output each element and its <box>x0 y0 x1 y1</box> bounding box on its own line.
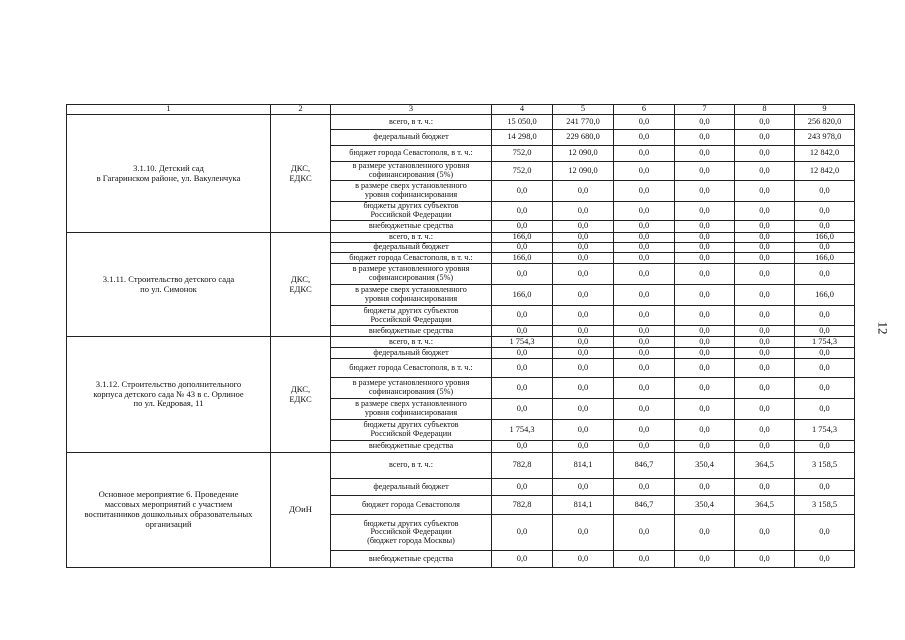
amount-cell: 0,0 <box>795 326 855 337</box>
column-number: 8 <box>735 105 795 115</box>
amount-cell: 0,0 <box>735 162 795 181</box>
amount-cell: 0,0 <box>735 202 795 221</box>
amount-cell: 0,0 <box>675 243 735 253</box>
amount-cell: 0,0 <box>675 233 735 243</box>
amount-cell: 0,0 <box>492 399 553 420</box>
amount-cell: 0,0 <box>614 243 675 253</box>
funding-source: в размере сверх установленного уровня софинансирования <box>331 285 492 306</box>
funding-source: всего, в т. ч.: <box>331 115 492 130</box>
funding-source: внебюджетные средства <box>331 551 492 568</box>
amount-cell: 0,0 <box>735 221 795 233</box>
responsible-org: ДКС, ЕДКС <box>271 115 331 233</box>
amount-cell: 0,0 <box>553 348 614 359</box>
funding-source: внебюджетные средства <box>331 326 492 337</box>
amount-cell: 0,0 <box>492 515 553 551</box>
amount-cell: 0,0 <box>492 326 553 337</box>
amount-cell: 0,0 <box>675 441 735 453</box>
amount-cell: 0,0 <box>675 162 735 181</box>
amount-cell: 0,0 <box>675 146 735 162</box>
amount-cell: 0,0 <box>795 221 855 233</box>
amount-cell: 243 978,0 <box>795 130 855 146</box>
amount-cell: 3 158,5 <box>795 496 855 515</box>
amount-cell: 0,0 <box>614 337 675 348</box>
column-number: 9 <box>795 105 855 115</box>
amount-cell: 0,0 <box>795 348 855 359</box>
funding-source: всего, в т. ч.: <box>331 337 492 348</box>
table-row <box>67 233 855 243</box>
amount-cell: 0,0 <box>675 221 735 233</box>
amount-cell: 0,0 <box>675 515 735 551</box>
amount-cell: 0,0 <box>553 243 614 253</box>
amount-cell: 0,0 <box>675 337 735 348</box>
amount-cell: 0,0 <box>675 399 735 420</box>
amount-cell: 0,0 <box>735 399 795 420</box>
amount-cell: 0,0 <box>735 348 795 359</box>
amount-cell: 0,0 <box>614 253 675 264</box>
amount-cell: 0,0 <box>735 306 795 326</box>
amount-cell: 12 842,0 <box>795 162 855 181</box>
funding-source: бюджет города Севастополя, в т. ч.: <box>331 146 492 162</box>
amount-cell: 0,0 <box>735 441 795 453</box>
amount-cell: 12 842,0 <box>795 146 855 162</box>
table-row <box>67 115 855 130</box>
amount-cell: 166,0 <box>795 233 855 243</box>
amount-cell: 0,0 <box>553 479 614 496</box>
amount-cell: 0,0 <box>553 202 614 221</box>
amount-cell: 0,0 <box>553 285 614 306</box>
amount-cell: 0,0 <box>795 551 855 568</box>
amount-cell: 0,0 <box>675 551 735 568</box>
amount-cell: 0,0 <box>795 306 855 326</box>
funding-source: в размере установленного уровня софинансирования (5%) <box>331 264 492 285</box>
amount-cell: 0,0 <box>553 378 614 399</box>
amount-cell: 0,0 <box>795 378 855 399</box>
amount-cell: 0,0 <box>735 551 795 568</box>
amount-cell: 0,0 <box>735 115 795 130</box>
amount-cell: 782,8 <box>492 496 553 515</box>
amount-cell: 0,0 <box>795 264 855 285</box>
amount-cell: 0,0 <box>735 146 795 162</box>
amount-cell: 1 754,3 <box>492 420 553 441</box>
amount-cell: 0,0 <box>614 130 675 146</box>
amount-cell: 1 754,3 <box>795 337 855 348</box>
funding-source: бюджеты других субъектов Российской Федерации (бюджет города Москвы) <box>331 515 492 551</box>
amount-cell: 0,0 <box>735 285 795 306</box>
funding-source: бюджеты других субъектов Российской Федерации <box>331 420 492 441</box>
amount-cell: 256 820,0 <box>795 115 855 130</box>
amount-cell: 0,0 <box>735 264 795 285</box>
amount-cell: 166,0 <box>492 233 553 243</box>
amount-cell: 0,0 <box>553 326 614 337</box>
column-number: 7 <box>675 105 735 115</box>
amount-cell: 0,0 <box>675 348 735 359</box>
amount-cell: 0,0 <box>675 115 735 130</box>
amount-cell: 0,0 <box>614 359 675 378</box>
amount-cell: 0,0 <box>492 378 553 399</box>
amount-cell: 0,0 <box>614 115 675 130</box>
column-number: 6 <box>614 105 675 115</box>
amount-cell: 0,0 <box>735 420 795 441</box>
amount-cell: 1 754,3 <box>492 337 553 348</box>
funding-source: бюджеты других субъектов Российской Федерации <box>331 202 492 221</box>
amount-cell: 0,0 <box>735 515 795 551</box>
funding-source: федеральный бюджет <box>331 243 492 253</box>
amount-cell: 0,0 <box>675 130 735 146</box>
amount-cell: 0,0 <box>735 130 795 146</box>
column-number-row <box>67 105 855 115</box>
amount-cell: 0,0 <box>735 181 795 202</box>
funding-source: в размере сверх установленного уровня софинансирования <box>331 181 492 202</box>
amount-cell: 0,0 <box>553 264 614 285</box>
amount-cell: 0,0 <box>614 181 675 202</box>
amount-cell: 0,0 <box>795 479 855 496</box>
column-number: 3 <box>331 105 492 115</box>
amount-cell: 0,0 <box>795 181 855 202</box>
amount-cell: 0,0 <box>553 337 614 348</box>
funding-source: бюджет города Севастополя <box>331 496 492 515</box>
amount-cell: 0,0 <box>795 441 855 453</box>
amount-cell: 0,0 <box>614 479 675 496</box>
amount-cell: 0,0 <box>614 399 675 420</box>
amount-cell: 0,0 <box>675 264 735 285</box>
amount-cell: 814,1 <box>553 453 614 479</box>
amount-cell: 14 298,0 <box>492 130 553 146</box>
amount-cell: 0,0 <box>614 348 675 359</box>
amount-cell: 0,0 <box>675 306 735 326</box>
amount-cell: 0,0 <box>735 243 795 253</box>
amount-cell: 3 158,5 <box>795 453 855 479</box>
table-row <box>67 337 855 348</box>
amount-cell: 0,0 <box>553 233 614 243</box>
amount-cell: 0,0 <box>614 551 675 568</box>
amount-cell: 0,0 <box>735 378 795 399</box>
amount-cell: 0,0 <box>675 326 735 337</box>
amount-cell: 15 050,0 <box>492 115 553 130</box>
amount-cell: 0,0 <box>614 202 675 221</box>
amount-cell: 0,0 <box>553 420 614 441</box>
amount-cell: 0,0 <box>675 253 735 264</box>
amount-cell: 0,0 <box>675 181 735 202</box>
amount-cell: 0,0 <box>492 306 553 326</box>
amount-cell: 0,0 <box>614 146 675 162</box>
funding-source: в размере установленного уровня софинансирования (5%) <box>331 378 492 399</box>
funding-source: в размере установленного уровня софинансирования (5%) <box>331 162 492 181</box>
responsible-org: ДОиН <box>271 453 331 568</box>
amount-cell: 0,0 <box>735 479 795 496</box>
column-number: 1 <box>67 105 271 115</box>
amount-cell: 0,0 <box>795 202 855 221</box>
amount-cell: 0,0 <box>614 306 675 326</box>
amount-cell: 0,0 <box>675 420 735 441</box>
amount-cell: 0,0 <box>553 221 614 233</box>
amount-cell: 0,0 <box>553 515 614 551</box>
amount-cell: 0,0 <box>553 399 614 420</box>
amount-cell: 752,0 <box>492 146 553 162</box>
amount-cell: 229 680,0 <box>553 130 614 146</box>
amount-cell: 0,0 <box>553 181 614 202</box>
amount-cell: 166,0 <box>492 285 553 306</box>
amount-cell: 0,0 <box>735 326 795 337</box>
amount-cell: 0,0 <box>735 233 795 243</box>
amount-cell: 782,8 <box>492 453 553 479</box>
amount-cell: 0,0 <box>492 359 553 378</box>
amount-cell: 0,0 <box>614 233 675 243</box>
amount-cell: 166,0 <box>492 253 553 264</box>
amount-cell: 0,0 <box>553 359 614 378</box>
funding-source: внебюджетные средства <box>331 221 492 233</box>
amount-cell: 752,0 <box>492 162 553 181</box>
responsible-org: ДКС, ЕДКС <box>271 233 331 337</box>
table-row <box>67 453 855 479</box>
amount-cell: 364,5 <box>735 496 795 515</box>
amount-cell: 364,5 <box>735 453 795 479</box>
amount-cell: 0,0 <box>795 359 855 378</box>
amount-cell: 166,0 <box>795 253 855 264</box>
amount-cell: 0,0 <box>675 359 735 378</box>
amount-cell: 0,0 <box>735 337 795 348</box>
amount-cell: 846,7 <box>614 453 675 479</box>
amount-cell: 0,0 <box>492 551 553 568</box>
amount-cell: 0,0 <box>614 441 675 453</box>
amount-cell: 0,0 <box>614 326 675 337</box>
table-body <box>67 115 855 568</box>
amount-cell: 166,0 <box>795 285 855 306</box>
amount-cell: 0,0 <box>614 285 675 306</box>
amount-cell: 0,0 <box>553 306 614 326</box>
amount-cell: 0,0 <box>553 441 614 453</box>
measure-name: 3.1.12. Строительство дополнительного корпуса детского сада № 43 в с. Орлиное по ул. Кедровая, 11 <box>67 337 271 453</box>
funding-source: всего, в т. ч.: <box>331 453 492 479</box>
amount-cell: 0,0 <box>492 221 553 233</box>
measure-name: Основное мероприятие 6. Проведение массовых мероприятий с участием воспитанников дошкольных образовательных организаций <box>67 453 271 568</box>
funding-source: федеральный бюджет <box>331 479 492 496</box>
measure-name: 3.1.11. Строительство детского сада по ул. Симонок <box>67 233 271 337</box>
amount-cell: 0,0 <box>614 420 675 441</box>
funding-source: бюджет города Севастополя, в т. ч.: <box>331 359 492 378</box>
amount-cell: 0,0 <box>675 479 735 496</box>
amount-cell: 0,0 <box>492 243 553 253</box>
amount-cell: 0,0 <box>553 253 614 264</box>
amount-cell: 0,0 <box>675 378 735 399</box>
amount-cell: 0,0 <box>492 202 553 221</box>
responsible-org: ДКС, ЕДКС <box>271 337 331 453</box>
amount-cell: 0,0 <box>614 221 675 233</box>
amount-cell: 0,0 <box>614 264 675 285</box>
amount-cell: 846,7 <box>614 496 675 515</box>
column-number: 5 <box>553 105 614 115</box>
funding-source: всего, в т. ч.: <box>331 233 492 243</box>
funding-source: в размере сверх установленного уровня софинансирования <box>331 399 492 420</box>
amount-cell: 12 090,0 <box>553 162 614 181</box>
budget-table <box>66 104 855 568</box>
column-number: 4 <box>492 105 553 115</box>
amount-cell: 0,0 <box>492 181 553 202</box>
amount-cell: 0,0 <box>735 359 795 378</box>
amount-cell: 0,0 <box>492 348 553 359</box>
amount-cell: 241 770,0 <box>553 115 614 130</box>
page-number: 12 <box>875 321 891 335</box>
amount-cell: 0,0 <box>735 253 795 264</box>
amount-cell: 0,0 <box>492 441 553 453</box>
amount-cell: 814,1 <box>553 496 614 515</box>
amount-cell: 12 090,0 <box>553 146 614 162</box>
amount-cell: 0,0 <box>795 243 855 253</box>
amount-cell: 0,0 <box>553 551 614 568</box>
funding-source: бюджет города Севастополя, в т. ч.: <box>331 253 492 264</box>
column-number: 2 <box>271 105 331 115</box>
amount-cell: 0,0 <box>795 515 855 551</box>
amount-cell: 0,0 <box>614 515 675 551</box>
funding-source: федеральный бюджет <box>331 348 492 359</box>
funding-source: внебюджетные средства <box>331 441 492 453</box>
funding-source: бюджеты других субъектов Российской Федерации <box>331 306 492 326</box>
amount-cell: 1 754,3 <box>795 420 855 441</box>
amount-cell: 0,0 <box>675 202 735 221</box>
amount-cell: 0,0 <box>614 378 675 399</box>
amount-cell: 0,0 <box>675 285 735 306</box>
amount-cell: 350,4 <box>675 496 735 515</box>
measure-name: 3.1.10. Детский сад в Гагаринском районе, ул. Вакуленчука <box>67 115 271 233</box>
amount-cell: 0,0 <box>795 399 855 420</box>
amount-cell: 350,4 <box>675 453 735 479</box>
amount-cell: 0,0 <box>492 264 553 285</box>
funding-source: федеральный бюджет <box>331 130 492 146</box>
amount-cell: 0,0 <box>614 162 675 181</box>
amount-cell: 0,0 <box>492 479 553 496</box>
